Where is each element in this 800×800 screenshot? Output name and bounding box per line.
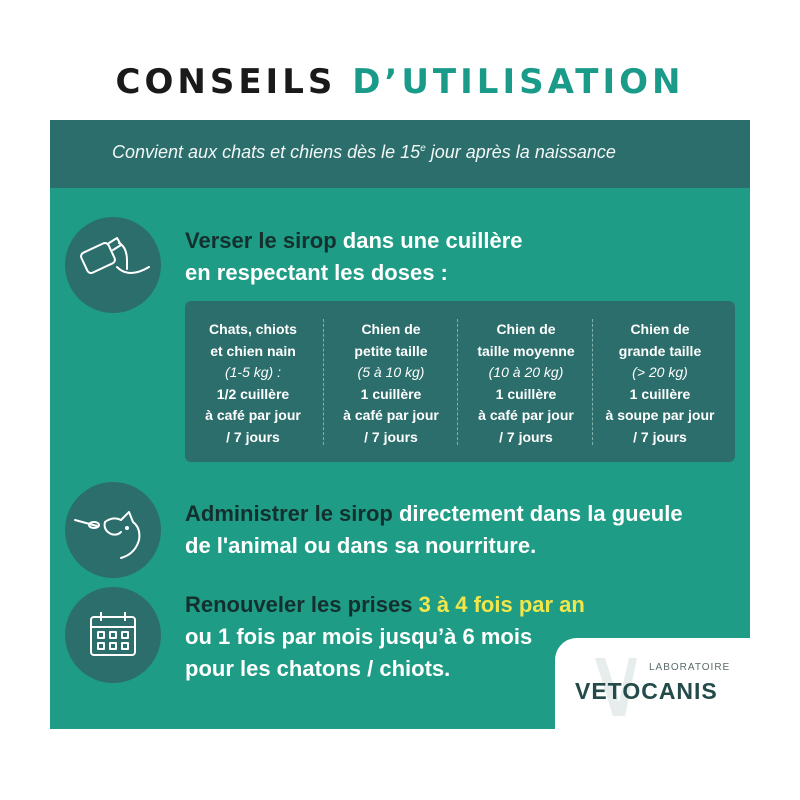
- step-1-text: Verser le sirop dans une cuillère en respectant les doses :: [185, 228, 523, 285]
- step-3-text: Renouveler les prises 3 à 4 fois par an ou 1 fois par mois jusqu’à 6 mois pour les chatons / chiots.: [185, 592, 585, 681]
- dog-spoon-icon: [65, 482, 161, 578]
- dose-column: Chats, chiots et chien nain (1-5 kg) : 1/2 cuillère à café par jour / 7 jours: [205, 321, 301, 445]
- dose-column: Chien de grande taille (> 20 kg) 1 cuillère à soupe par jour / 7 jours: [605, 321, 715, 445]
- logo-laboratoire: LABORATOIRE: [649, 662, 731, 673]
- title-part2: D’UTILISATION: [352, 62, 685, 102]
- advice-panel: [50, 120, 750, 729]
- dose-table: [185, 301, 735, 462]
- page-title: [0, 62, 800, 102]
- title-part1: CONSEILS: [115, 62, 337, 102]
- logo-name: VETOCANIS: [575, 678, 718, 704]
- syrup-bottle-spoon-icon: [65, 217, 161, 313]
- calendar-icon: [65, 587, 161, 683]
- banner: [50, 120, 750, 188]
- vetocanis-logo: [555, 638, 750, 729]
- dose-column: Chien de taille moyenne (10 à 20 kg) 1 cuillère à café par jour / 7 jours: [477, 321, 575, 445]
- banner-text: Convient aux chats et chiens dès le 15e jour après la naissance: [112, 142, 616, 162]
- dose-column: Chien de petite taille (5 à 10 kg) 1 cuillère à café par jour / 7 jours: [343, 321, 439, 445]
- step-2-text: Administrer le sirop directement dans la gueule de l'animal ou dans sa nourriture.: [185, 501, 683, 558]
